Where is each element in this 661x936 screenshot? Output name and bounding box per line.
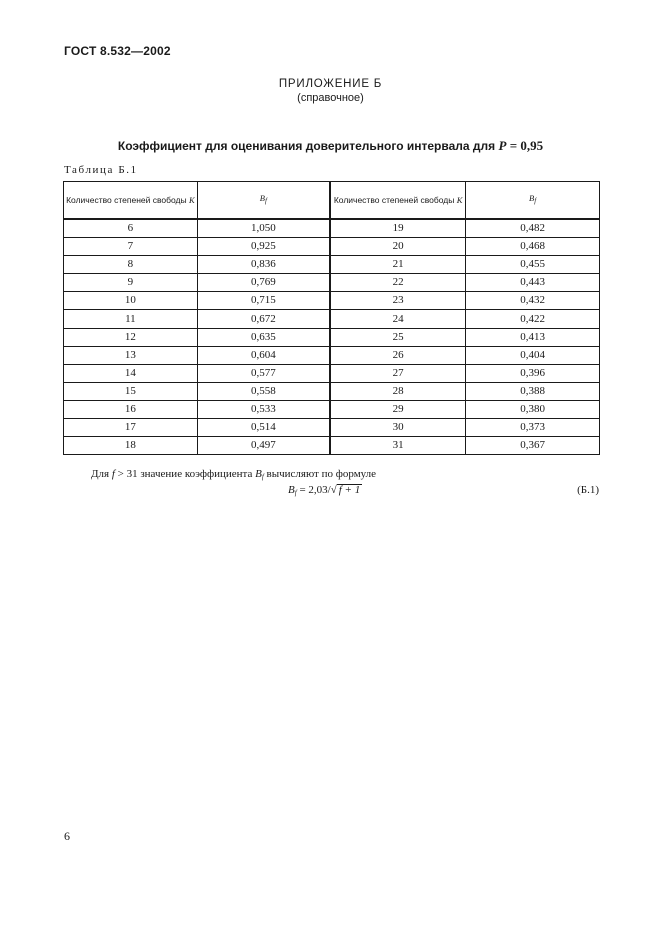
note-condition: > 31 значение коэффициента	[117, 468, 253, 480]
cell-coef-right: 0,468	[466, 238, 600, 256]
cell-dof-right: 25	[330, 328, 466, 346]
cell-dof-right: 19	[330, 219, 466, 238]
header-dof-left-symbol: K	[189, 194, 195, 205]
header-coef-right-sub: f	[534, 197, 537, 205]
cell-dof-left: 11	[64, 310, 198, 328]
cell-dof-right: 26	[330, 346, 466, 364]
cell-dof-right: 22	[330, 274, 466, 292]
formula-radicand-text: f + 1	[338, 484, 361, 496]
table-body	[64, 219, 600, 455]
cell-coef-right: 0,388	[466, 382, 600, 400]
formula-lhs: B	[288, 484, 295, 496]
cell-coef-left: 0,558	[197, 382, 330, 400]
header-coef-left	[197, 182, 330, 220]
header-coef-left-symbol: B	[259, 193, 265, 203]
cell-dof-right: 29	[330, 400, 466, 418]
header-dof-right-symbol: K	[456, 194, 463, 205]
cell-coef-left: 0,604	[197, 346, 330, 364]
heading-p-value	[499, 138, 544, 153]
table-row	[64, 328, 600, 346]
cell-coef-right: 0,432	[466, 292, 600, 310]
formula-number: (Б.1)	[577, 484, 599, 496]
cell-coef-left: 0,533	[197, 400, 330, 418]
cell-dof-left: 10	[64, 292, 198, 310]
cell-dof-right: 31	[330, 437, 466, 455]
cell-coef-left: 0,514	[197, 419, 330, 437]
table-row	[64, 238, 600, 256]
cell-coef-right: 0,455	[466, 256, 600, 274]
appendix-note: (справочное)	[297, 92, 364, 104]
header-dof-right	[330, 182, 466, 220]
page-number: 6	[64, 829, 70, 843]
table-row	[64, 274, 600, 292]
cell-dof-left: 16	[64, 400, 198, 418]
cell-dof-right: 28	[330, 382, 466, 400]
table-row	[64, 382, 600, 400]
table-row	[64, 219, 600, 238]
cell-coef-right: 0,443	[466, 274, 600, 292]
table-row	[64, 292, 600, 310]
standard-designation: ГОСТ 8.532—2002	[64, 44, 171, 58]
note-variable: f	[111, 468, 115, 480]
formula	[288, 484, 362, 497]
cell-dof-right: 21	[330, 256, 466, 274]
cell-dof-left: 14	[64, 364, 198, 382]
cell-coef-right: 0,380	[466, 400, 600, 418]
cell-coef-right: 0,367	[466, 437, 600, 455]
cell-dof-left: 15	[64, 382, 198, 400]
formula-note	[91, 468, 376, 481]
formula-radicand	[337, 484, 362, 496]
cell-dof-right: 27	[330, 364, 466, 382]
cell-coef-left: 0,925	[197, 238, 330, 256]
cell-dof-right: 30	[330, 419, 466, 437]
cell-dof-right: 20	[330, 238, 466, 256]
cell-coef-left: 0,769	[197, 274, 330, 292]
table-header-row	[64, 182, 600, 220]
cell-coef-left: 0,577	[197, 364, 330, 382]
table-row	[64, 437, 600, 455]
cell-coef-left: 0,497	[197, 437, 330, 455]
cell-dof-left: 6	[64, 219, 198, 238]
cell-dof-left: 8	[64, 256, 198, 274]
header-dof-left	[64, 182, 198, 220]
heading-p-label: P	[498, 138, 507, 153]
table-row	[64, 364, 600, 382]
cell-dof-right: 24	[330, 310, 466, 328]
note-suffix: вычисляют по формуле	[266, 468, 377, 480]
formula-rhs-prefix: = 2,03/	[299, 484, 331, 496]
table-row	[64, 256, 600, 274]
cell-coef-left: 0,715	[197, 292, 330, 310]
cell-dof-right: 23	[330, 292, 466, 310]
note-prefix: Для	[91, 468, 110, 480]
header-dof-right-text: Количество степеней свободы	[333, 194, 455, 205]
formula-radical: √	[330, 484, 337, 496]
table-row	[64, 346, 600, 364]
heading-p-number: = 0,95	[509, 138, 544, 153]
cell-dof-left: 12	[64, 328, 198, 346]
cell-dof-left: 7	[64, 238, 198, 256]
header-coef-left-sub: f	[265, 197, 267, 205]
cell-coef-left: 0,836	[197, 256, 330, 274]
cell-dof-left: 9	[64, 274, 198, 292]
table-row	[64, 310, 600, 328]
cell-coef-right: 0,404	[466, 346, 600, 364]
cell-coef-right: 0,413	[466, 328, 600, 346]
cell-coef-left: 0,635	[197, 328, 330, 346]
cell-coef-left: 0,672	[197, 310, 330, 328]
cell-dof-left: 17	[64, 419, 198, 437]
formula-lhs-sub: f	[294, 489, 297, 497]
table-row	[64, 419, 600, 437]
coefficient-table	[63, 181, 600, 455]
cell-coef-left: 1,050	[197, 219, 330, 238]
cell-coef-right: 0,373	[466, 419, 600, 437]
cell-dof-left: 13	[64, 346, 198, 364]
note-coef: B	[255, 468, 262, 480]
header-coef-right	[466, 182, 600, 220]
cell-coef-right: 0,396	[466, 364, 600, 382]
cell-dof-left: 18	[64, 437, 198, 455]
appendix-title: ПРИЛОЖЕНИЕ Б	[278, 78, 383, 90]
cell-coef-right: 0,422	[466, 310, 600, 328]
header-coef-right-symbol: B	[529, 193, 535, 203]
table-row	[64, 400, 600, 418]
table-heading	[0, 138, 661, 154]
cell-coef-right: 0,482	[466, 219, 600, 238]
heading-text: Коэффициент для оценивания доверительного интервала для	[117, 139, 496, 153]
note-coef-sub: f	[261, 473, 264, 481]
header-dof-left-text: Количество степеней свободы	[66, 194, 187, 205]
table-label: Таблица Б.1	[64, 164, 138, 176]
